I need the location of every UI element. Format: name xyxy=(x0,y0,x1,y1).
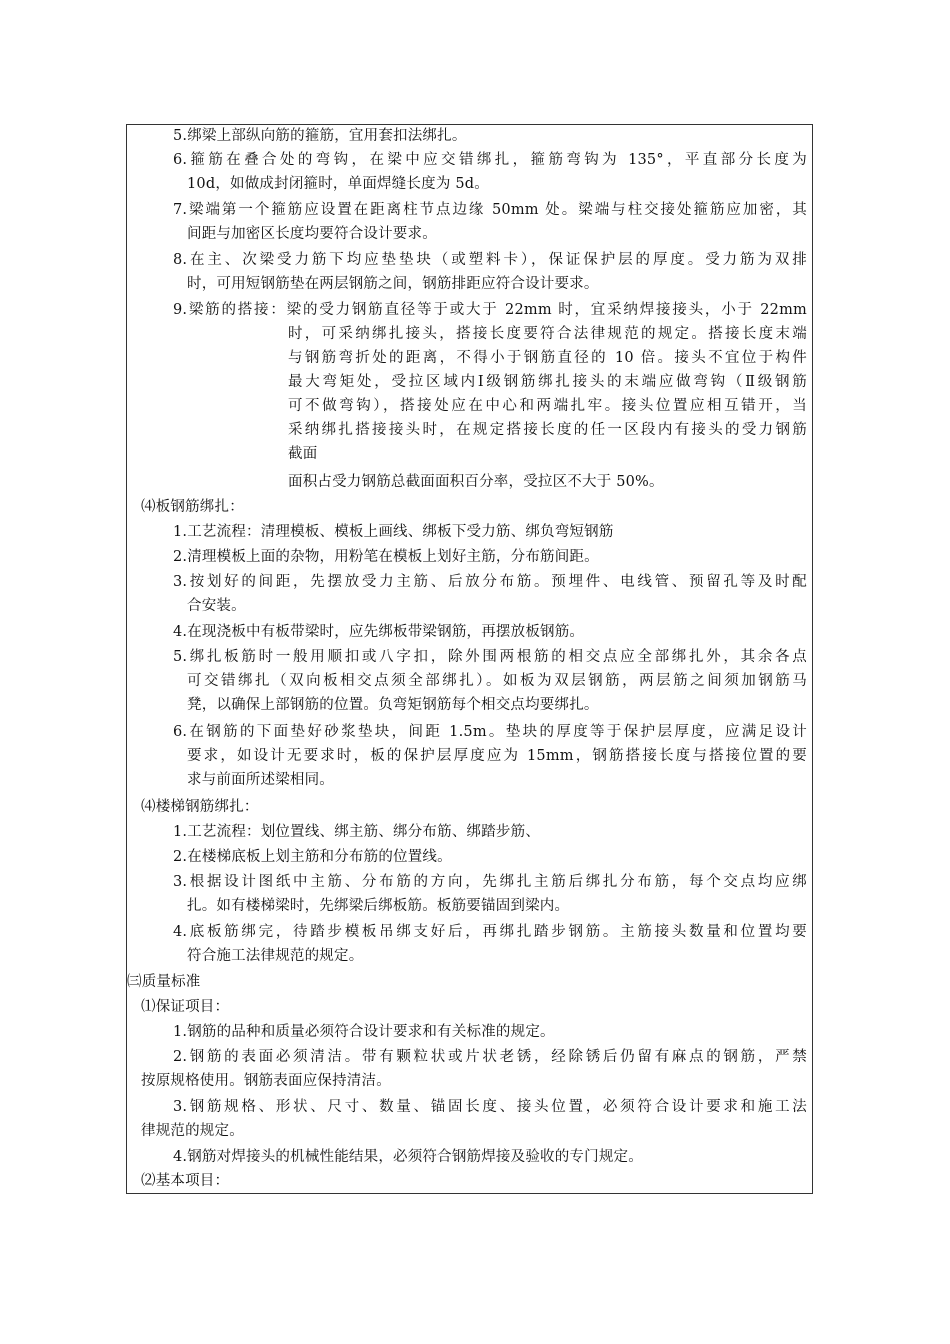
slab-item-1: 1.工艺流程：清理模板、模板上画线、绑板下受力筋、绑负弯短钢筋 xyxy=(173,524,614,540)
guarantee-item-1: 1.钢筋的品种和质量必须符合设计要求和有关标准的规定。 xyxy=(173,1024,555,1040)
slab-item-6-line-1: 6.在钢筋的下面垫好砂浆垫块，间距 1.5m。垫块的厚度等于保护层厚度，应满足设计 xyxy=(173,724,807,740)
document-body xyxy=(127,125,812,1193)
guarantee-item-2-line-1: 2.钢筋的表面必须清洁。带有颗粒状或片状老锈，经除锈后仍留有麻点的钢筋，严禁 xyxy=(173,1049,807,1065)
quality-heading: ㈢质量标准 xyxy=(127,974,201,990)
slab-heading: ⑷板钢筋绑扎： xyxy=(141,499,244,515)
beam-item-9-line-6: 采纳绑扎搭接接头时，在规定搭接长度的任一区段内有接头的受力钢筋 xyxy=(288,422,807,438)
beam-item-9-line-2: 时，可采纳绑扎接头，搭接长度要符合法律规范的规定。搭接长度末端 xyxy=(288,326,807,342)
slab-item-2: 2.清理模板上面的杂物，用粉笔在模板上划好主筋，分布筋间距。 xyxy=(173,549,599,565)
guarantee-item-3-line-2: 律规范的规定。 xyxy=(141,1123,244,1139)
beam-item-9-line-3: 与钢筋弯折处的距离，不得小于钢筋直径的 10 倍。接头不宜位于构件 xyxy=(288,350,807,366)
slab-item-6-line-3: 求与前面所述梁相同。 xyxy=(187,772,334,788)
beam-item-7-line-2: 间距与加密区长度均要符合设计要求。 xyxy=(187,226,437,242)
stair-item-3-line-1: 3.根据设计图纸中主筋、分布筋的方向，先绑扎主筋后绑扎分布筋，每个交点均应绑 xyxy=(173,874,807,890)
slab-item-4: 4.在现浇板中有板带梁时，应先绑板带梁钢筋，再摆放板钢筋。 xyxy=(173,624,585,640)
basic-heading: ⑵基本项目： xyxy=(141,1173,230,1189)
beam-item-9-line-5: 可不做弯钩），搭接处应在中心和两端扎牢。接头位置应相互错开，当 xyxy=(288,398,807,414)
slab-item-5-line-1: 5.绑扎板筋时一般用顺扣或八字扣，除外围两根筋的相交点应全部绑扎外，其余各点 xyxy=(173,649,807,665)
slab-item-3-line-2: 合安装。 xyxy=(187,598,246,614)
slab-item-5-line-2: 可交错绑扎（双向板相交点须全部绑扎）。如板为双层钢筋，两层筋之间须加钢筋马 xyxy=(187,673,807,689)
stair-item-2: 2.在楼梯底板上划主筋和分布筋的位置线。 xyxy=(173,849,452,865)
content-frame xyxy=(126,124,813,1194)
beam-item-9-line-8: 面积占受力钢筋总截面面积百分率，受拉区不大于 50%。 xyxy=(288,474,664,490)
beam-item-8-line-2: 时，可用短钢筋垫在两层钢筋之间，钢筋排距应符合设计要求。 xyxy=(187,276,599,292)
stair-item-3-line-2: 扎。如有楼梯梁时，先绑梁后绑板筋。板筋要锚固到梁内。 xyxy=(187,898,570,914)
beam-item-9-line-4: 最大弯矩处，受拉区域内Ⅰ级钢筋绑扎接头的末端应做弯钩（Ⅱ级钢筋 xyxy=(288,374,807,390)
beam-item-7-line-1: 7.梁端第一个箍筋应设置在距离柱节点边缘 50mm 处。梁端与柱交接处箍筋应加密，其 xyxy=(173,202,807,218)
slab-item-6-line-2: 要求，如设计无要求时，板的保护层厚度应为 15mm，钢筋搭接长度与搭接位置的要 xyxy=(187,748,807,764)
guarantee-item-2-line-2: 按原规格使用。钢筋表面应保持清洁。 xyxy=(141,1073,391,1089)
beam-item-9-line-1: 9.梁筋的搭接：梁的受力钢筋直径等于或大于 22mm 时，宜采纳焊接接头，小于 22mm xyxy=(173,302,807,318)
guarantee-item-3-line-1: 3.钢筋规格、形状、尺寸、数量、锚固长度、接头位置，必须符合设计要求和施工法 xyxy=(173,1099,807,1115)
beam-item-6-line-1: 6.箍筋在叠合处的弯钩，在梁中应交错绑扎，箍筋弯钩为 135°，平直部分长度为 xyxy=(173,152,807,168)
slab-item-5-line-3: 凳，以确保上部钢筋的位置。负弯矩钢筋每个相交点均要绑扎。 xyxy=(187,697,599,713)
guarantee-item-4: 4.钢筋对焊接头的机械性能结果，必须符合钢筋焊接及验收的专门规定。 xyxy=(173,1149,643,1165)
beam-item-8-line-1: 8.在主、次梁受力筋下均应垫垫块（或塑料卡），保证保护层的厚度。受力筋为双排 xyxy=(173,252,807,268)
beam-item-6-line-2: 10d，如做成封闭箍时，单面焊缝长度为 5d。 xyxy=(187,176,489,192)
stair-heading: ⑷楼梯钢筋绑扎： xyxy=(141,799,259,815)
stair-item-1: 1.工艺流程：划位置线、绑主筋、绑分布筋、绑踏步筋、 xyxy=(173,824,541,840)
beam-item-5: 5.绑梁上部纵向筋的箍筋，宜用套扣法绑扎。 xyxy=(173,128,467,144)
guarantee-heading: ⑴保证项目： xyxy=(141,999,230,1015)
beam-item-9-line-7: 截面 xyxy=(288,446,318,462)
stair-item-4-line-1: 4.底板筋绑完，待踏步模板吊绑支好后，再绑扎踏步钢筋。主筋接头数量和位置均要 xyxy=(173,924,807,940)
slab-item-3-line-1: 3.按划好的间距，先摆放受力主筋、后放分布筋。预埋件、电线管、预留孔等及时配 xyxy=(173,574,807,590)
stair-item-4-line-2: 符合施工法律规范的规定。 xyxy=(187,948,364,964)
